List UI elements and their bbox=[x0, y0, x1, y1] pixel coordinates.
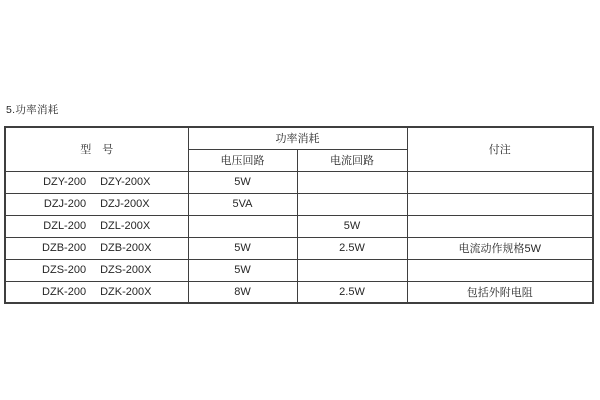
table-row bbox=[5, 281, 593, 303]
model-name: DZJ-200X bbox=[100, 198, 150, 210]
current-circuit-cell: 2.5W bbox=[297, 237, 407, 259]
voltage-circuit-cell bbox=[188, 215, 297, 237]
note-cell bbox=[407, 215, 593, 237]
col-header-power-group: 功率消耗 bbox=[188, 127, 407, 149]
model-cell bbox=[5, 281, 188, 303]
note-cell bbox=[407, 193, 593, 215]
model-name: DZK-200 bbox=[42, 285, 87, 298]
note-cell bbox=[407, 259, 593, 281]
table-row bbox=[5, 171, 593, 193]
current-circuit-cell bbox=[297, 171, 407, 193]
model-cell bbox=[5, 237, 188, 259]
table-row bbox=[5, 259, 593, 281]
model-name: DZL-200X bbox=[100, 220, 151, 232]
col-header-model: 型 号 bbox=[5, 127, 188, 171]
note-cell: 包括外附电阻 bbox=[407, 281, 593, 303]
current-circuit-cell bbox=[297, 193, 407, 215]
col-header-note: 付注 bbox=[407, 127, 593, 171]
model-name: DZB-200X bbox=[100, 242, 152, 254]
model-cell bbox=[5, 171, 188, 193]
table-row bbox=[5, 193, 593, 215]
note-cell: 电流动作规格5W bbox=[407, 237, 593, 259]
col-header-current-circuit: 电流回路 bbox=[297, 149, 407, 171]
model-cell bbox=[5, 259, 188, 281]
model-cell bbox=[5, 215, 188, 237]
model-name: DZS-200X bbox=[100, 264, 152, 276]
voltage-circuit-cell: 5W bbox=[188, 171, 297, 193]
model-name: DZY-200 bbox=[43, 176, 87, 188]
col-header-voltage-circuit: 电压回路 bbox=[188, 149, 297, 171]
model-name: DZY-200X bbox=[100, 176, 151, 188]
current-circuit-cell: 2.5W bbox=[297, 281, 407, 303]
model-name: DZL-200 bbox=[43, 220, 87, 232]
model-name: DZK-200X bbox=[100, 285, 152, 298]
table-row bbox=[5, 237, 593, 259]
note-cell bbox=[407, 171, 593, 193]
model-name: DZB-200 bbox=[42, 242, 87, 254]
header-row-1 bbox=[5, 127, 593, 149]
model-cell bbox=[5, 193, 188, 215]
current-circuit-cell bbox=[297, 259, 407, 281]
voltage-circuit-cell: 8W bbox=[188, 281, 297, 303]
voltage-circuit-cell: 5VA bbox=[188, 193, 297, 215]
model-name: DZS-200 bbox=[42, 264, 87, 276]
power-consumption-table bbox=[4, 126, 594, 304]
current-circuit-cell: 5W bbox=[297, 215, 407, 237]
model-name: DZJ-200 bbox=[43, 198, 87, 210]
voltage-circuit-cell: 5W bbox=[188, 259, 297, 281]
section-title: 5.功率消耗 bbox=[6, 104, 59, 116]
voltage-circuit-cell: 5W bbox=[188, 237, 297, 259]
table-row bbox=[5, 215, 593, 237]
